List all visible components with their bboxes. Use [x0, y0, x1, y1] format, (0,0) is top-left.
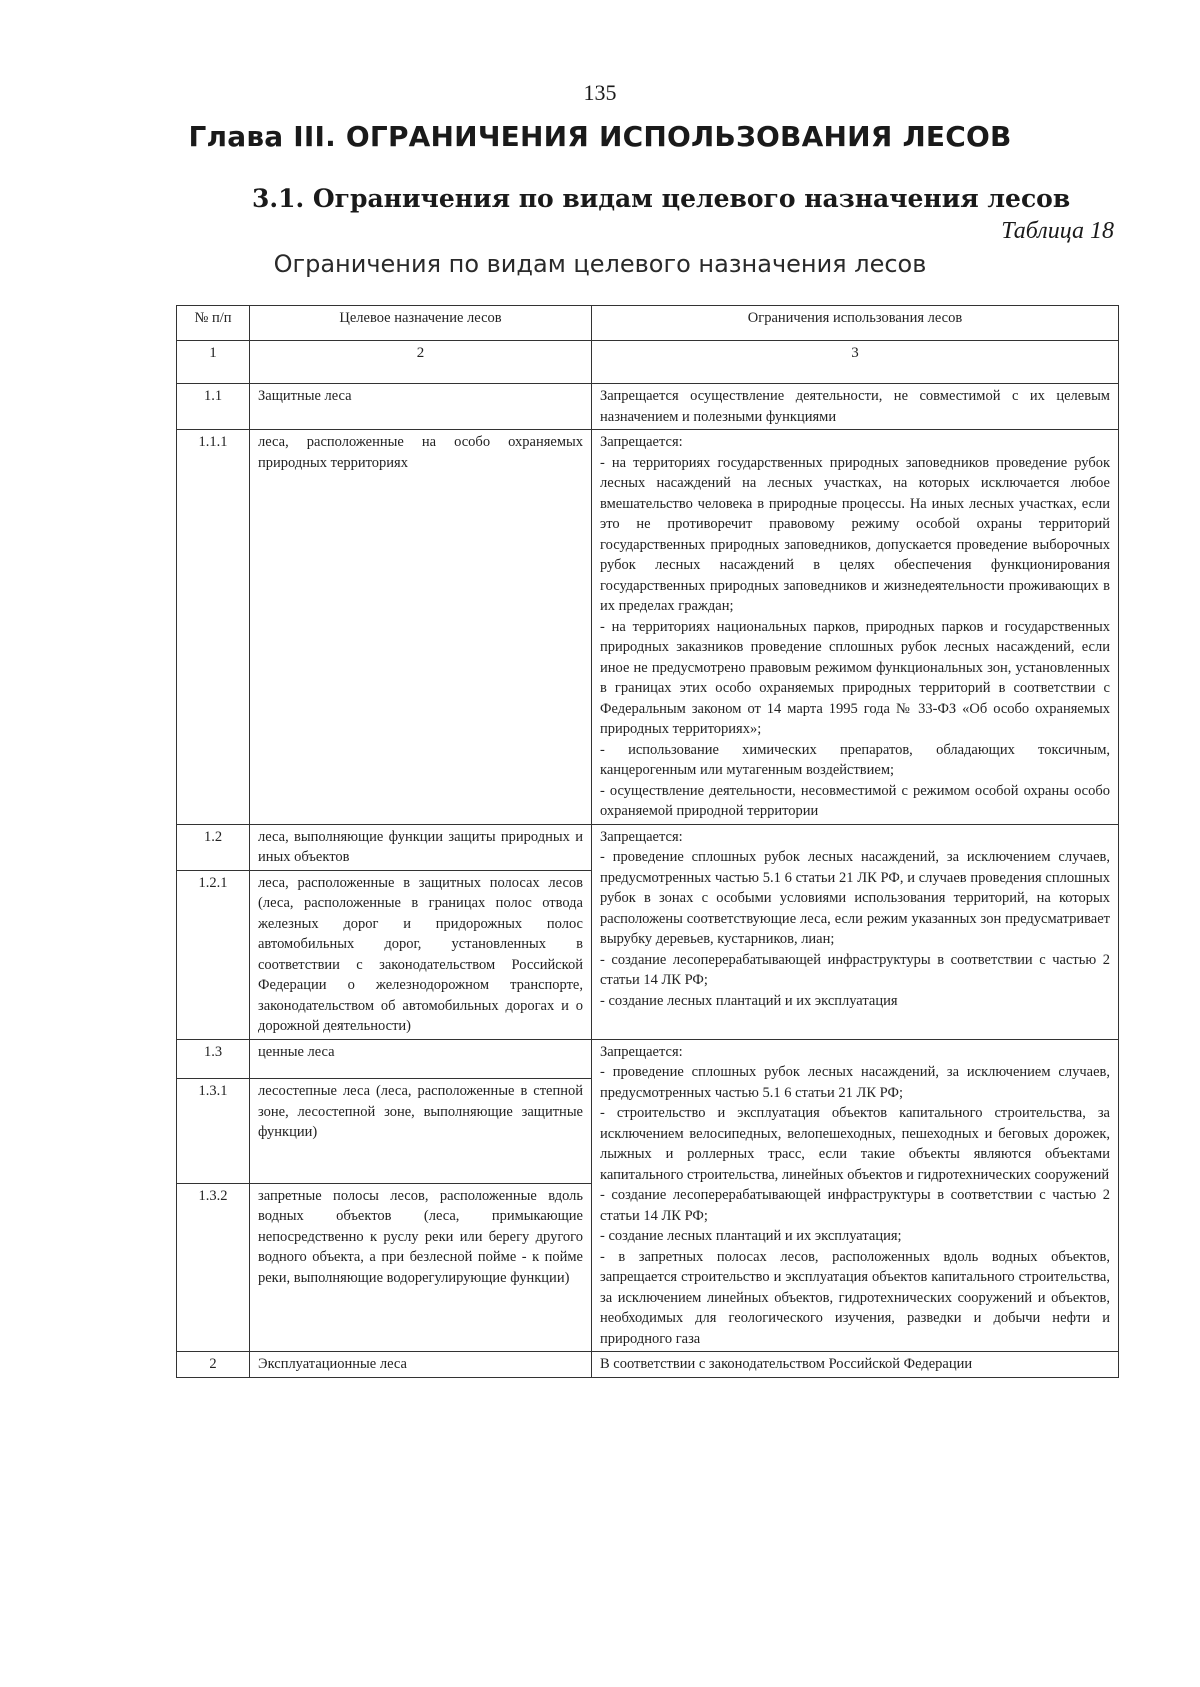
header-cell-number: № п/п [177, 306, 250, 341]
table-row [177, 1039, 1119, 1079]
row-restrictions [592, 1039, 1119, 1352]
table-header-row [177, 306, 1119, 341]
chapter-title: Глава III. ОГРАНИЧЕНИЯ ИСПОЛЬЗОВАНИЯ ЛЕСОВ [188, 120, 1012, 153]
row-restrictions [592, 824, 1119, 1039]
restriction-line: - осуществление деятельности, несовместимой с режимом особой охраны особо охраняемой природной территории [600, 782, 1110, 819]
row-purpose: Эксплуатационные леса [250, 1352, 592, 1378]
row-purpose: леса, расположенные в защитных полосах лесов (леса, расположенные в границах полос отвода железных дорог и придорожных полос автомобильных дорог, установленных в соответствии с законодательством Российской Федерации о железнодорожном транспорте, законодательством об автомобильных дорогах и о дорожной деятельности) [250, 870, 592, 1039]
restriction-line: Запрещается: [600, 828, 683, 845]
row-purpose: ценные леса [250, 1039, 592, 1079]
restriction-line: Запрещается: [600, 1043, 683, 1060]
table-row [177, 1352, 1119, 1378]
column-number: 2 [250, 341, 592, 384]
row-number: 1.3 [177, 1039, 250, 1079]
row-purpose: лесостепные леса (леса, расположенные в степной зоне, лесостепной зоне, выполняющие защитные функции) [250, 1079, 592, 1183]
row-purpose: запретные полосы лесов, расположенные вдоль водных объектов (леса, примыкающие непосредственно к руслу реки или берегу другого водного объекта, а при безлесной пойме - к пойме реки, выполняющие водорегулирующие функции) [250, 1183, 592, 1351]
row-restrictions [592, 430, 1119, 825]
table-label: Таблица 18 [1001, 218, 1114, 244]
row-restrictions: В соответствии с законодательством Российской Федерации [592, 1352, 1119, 1378]
restriction-line: - создание лесных плантаций и их эксплуатация; [600, 1228, 902, 1244]
row-number: 1.3.2 [177, 1183, 250, 1351]
restrictions-table [176, 305, 1119, 1378]
column-number: 1 [177, 341, 250, 384]
restriction-line: - в запретных полосах лесов, расположенных вдоль водных объектов, запрещается строительство и эксплуатация объектов капитального строительства, за исключением линейных объектов, гидротехнических сооружений и объектов, необходимых для геологического изучения, разведки и добычи нефти и природного газа [600, 1248, 1110, 1347]
column-number-row [177, 341, 1119, 384]
row-number: 1.3.1 [177, 1079, 250, 1183]
header-cell-restrictions: Ограничения использования лесов [592, 306, 1119, 341]
restriction-line: - проведение сплошных рубок лесных насаждений, за исключением случаев, предусмотренных частью 5.1 6 статьи 21 ЛК РФ; [600, 1064, 1110, 1101]
table-caption: Ограничения по видам целевого назначения лесов [273, 250, 927, 278]
restriction-line: Запрещается: [600, 434, 683, 450]
row-number: 1.2 [177, 824, 250, 870]
restriction-line: - создание лесных плантаций и их эксплуатация [600, 992, 898, 1009]
restriction-line: - использование химических препаратов, обладающих токсичным, канцерогенным или мутагенным воздействием; [600, 741, 1110, 778]
restriction-line: - строительство и эксплуатация объектов капитального строительства, за исключением велосипедных, велопешеходных, пешеходных и беговых дорожек, лыжных и роллерных трасс, если такие объекты являются объектами капитального строительства, линейных объектов и гидротехнических сооружений [600, 1105, 1110, 1183]
row-number: 1.2.1 [177, 870, 250, 1039]
restriction-line: - на территориях государственных природных заповедников проведение рубок лесных насаждений на лесных участках, на которых исключается любое вмешательство человека в природные процессы. На иных лесных участках, если это не противоречит правовому режиму особой охраны территорий государственных природных заповедников, допускается проведение выборочных рубок лесных насаждений в целях обеспечения функционирования государственных природных заповедников и жизнедеятельности проживающих в их пределах граждан; [600, 454, 1110, 614]
column-number: 3 [592, 341, 1119, 384]
section-title: 3.1. Ограничения по видам целевого назначения лесов [252, 184, 1071, 213]
row-number: 1.1 [177, 384, 250, 430]
table-row [177, 824, 1119, 870]
row-purpose: леса, выполняющие функции защиты природных и иных объектов [250, 824, 592, 870]
row-purpose: Защитные леса [250, 384, 592, 430]
page-number: 135 [583, 80, 617, 105]
row-number: 1.1.1 [177, 430, 250, 825]
row-number: 2 [177, 1352, 250, 1378]
table-row [177, 384, 1119, 430]
restriction-line: - проведение сплошных рубок лесных насаждений, за исключением случаев, предусмотренных частью 5.1 6 статьи 21 ЛК РФ, и случаев проведения сплошных рубок в зонах с особыми условиями использования территорий, на которых расположены соответствующие леса, если режим указанных зон предусматривает вырубку деревьев, кустарников, лиан; [600, 849, 1110, 947]
restriction-line: - создание лесоперерабатывающей инфраструктуры в соответствии с частью 2 статьи 14 ЛК РФ; [600, 951, 1110, 988]
table-row [177, 430, 1119, 825]
header-cell-purpose: Целевое назначение лесов [250, 306, 592, 341]
restriction-line: - создание лесоперерабатывающей инфраструктуры в соответствии с частью 2 статьи 14 ЛК РФ; [600, 1187, 1110, 1224]
row-purpose: леса, расположенные на особо охраняемых природных территориях [250, 430, 592, 825]
restriction-line: - на территориях национальных парков, природных парков и государственных природных заказников проведение сплошных рубок лесных насаждений, если иное не предусмотрено правовым режимом функциональных зон, установленных в границах этих особо охраняемых природных территорий в соответствии с Федеральным законом от 14 марта 1995 года № 33-ФЗ «Об особо охраняемых природных территориях»; [600, 618, 1110, 737]
row-restrictions: Запрещается осуществление деятельности, не совместимой с их целевым назначением и полезными функциями [592, 384, 1119, 430]
